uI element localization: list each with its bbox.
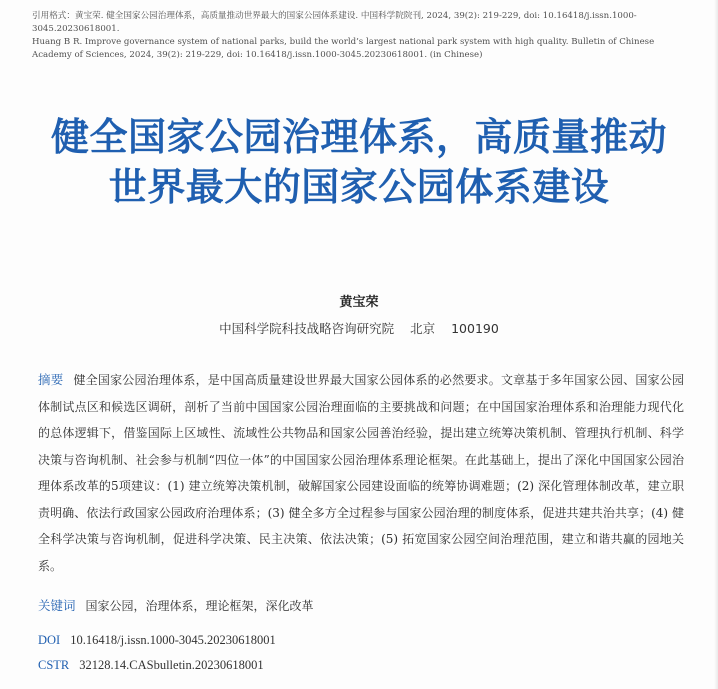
cstr-label: CSTR [38,658,70,672]
title-line-2: 世界最大的国家公园体系建设 [108,165,610,209]
doi-value: 10.16418/j.issn.1000-3045.20230618001 [70,633,276,647]
title-line-1: 健全国家公园治理体系，高质量推动 [50,115,667,159]
cstr-line [38,658,264,673]
cstr-value: 32128.14.CASbulletin.20230618001 [79,658,264,672]
author-affiliation: 中国科学院科技战略咨询研究院 北京 100190 [219,321,499,336]
citation-zh: 引用格式：黄宝荣. 健全国家公园治理体系，高质量推动世界最大的国家公园体系建设. 中国科学院院刊, 2024, 39(2): 219-229, doi: 10.16418/j.issn.1000-3045.20230618001. [32,11,637,34]
page-edge-shadow [714,0,718,689]
keywords-label: 关键词 [38,598,76,613]
abstract [38,367,684,579]
keywords [38,597,314,615]
doi-label: DOI [38,633,61,647]
citation-block [32,10,692,61]
keywords-text: 国家公园，治理体系，理论框架，深化改革 [85,599,314,613]
abstract-text: 健全国家公园治理体系，是中国高质量建设世界最大国家公园体系的必然要求。文章基于多年国家公园、国家公园体制试点区和候选区调研，剖析了当前中国国家公园治理面临的主要挑战和问题；在中国国家治理体系和治理能力现代化的总体逻辑下，借鉴国际上区域性、流域性公共物品和国家公园善治经验，提出建立统筹决策机制、管理执行机制、科学决策与咨询机制、社会参与机制“四位一体”的中国国家公园治理体系理论框架。在此基础上，提出了深化中国国家公园治理体系改革的5项建议：(1) 建立统筹决策机制，破解国家公园建设面临的统筹协调难题；(2) 深化管理体制改革，建立职责明确、依法行政国家公园政府治理体系；(3) 健全多方全过程参与国家公园治理的制度体系，促进共建共治共享；(4) 健全科学决策与咨询机制，促进科学决策、民主决策、依法决策；(5) 拓宽国家公园空间治理范围，建立和谐共赢的园地关系。 [38,373,684,573]
author-name: 黄宝荣 [339,295,379,310]
citation-en: Huang B R. Improve governance system of national parks, build the world’s largest national park system with high quality. Bulletin of Chinese Academy of Sciences, 2024, 39(2): 219-229, doi: 10.16418/j.issn.1000-3045.20230618001. (in Chinese) [32,37,655,60]
abstract-label: 摘要 [38,372,64,387]
doi-line [38,633,276,648]
